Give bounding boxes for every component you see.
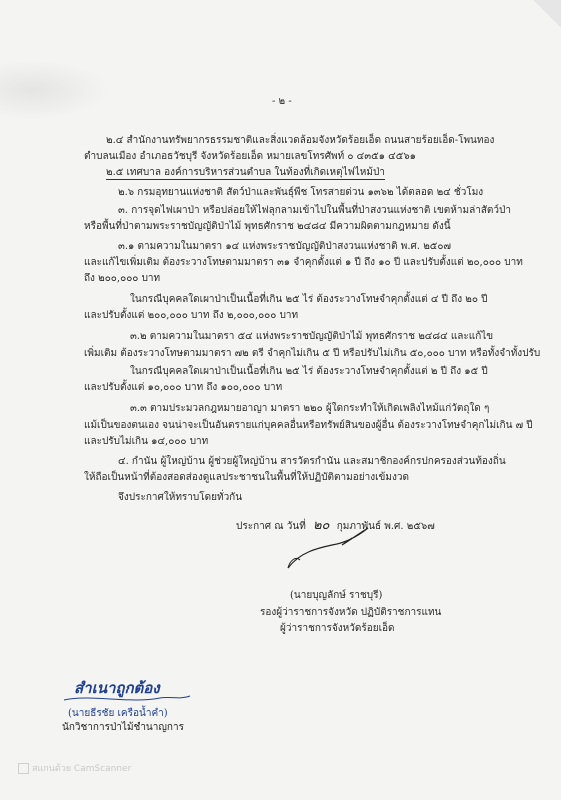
line-3-1-case: ในกรณีบุคคลใดเผาป่าเป็นเนื้อที่เกิน ๒๕ ไร่ ต้องระวางโทษจำคุกตั้งแต่ ๔ ปี ถึง ๒๐ ปี [130,294,488,305]
line-3-2-cont: เพิ่มเติม ต้องระวางโทษตามมาตรา ๗๒ ตรี จำคุกไม่เกิน ๕ ปี หรือปรับไม่เกิน ๕๐,๐๐๐ บาท หรือทั้งจำทั้งปรับ [84,348,541,359]
line-2-6: ๒.๖ กรมอุทยานแห่งชาติ สัตว์ป่าและพันธุ์พืช โทรสายด่วน ๑๓๖๒ ได้ตลอด ๒๔ ชั่วโมง [118,187,484,198]
line-2-4: ๒.๔ สำนักงานทรัพยากรธรรมชาติและสิ่งแวดล้อมจังหวัดร้อยเอ็ด ถนนสายร้อยเอ็ด-โพนทอง [106,135,495,146]
scanner-watermark [18,761,131,775]
announce-line: จึงประกาศให้ทราบโดยทั่วกัน [118,492,243,503]
line-3-1: ๓.๑ ตามความในมาตรา ๑๔ แห่งพระราชบัญญัติป่าสงวนแห่งชาติ พ.ศ. ๒๕๐๗ [118,241,451,252]
page-number: - ๒ - [272,96,292,107]
certified-copy-stamp: สำเนาถูกต้อง [74,679,160,697]
date-rest: กุมภาพันธ์ พ.ศ. ๒๕๖๗ [336,521,435,532]
line-3-1-cont: และแก้ไขเพิ่มเติม ต้องระวางโทษตามมาตรา ๓๑ จำคุกตั้งแต่ ๑ ปี ถึง ๑๐ ปี และปรับตั้งแต่ ๒๐,๐๐๐ บาท [84,257,523,268]
date-prefix: ประกาศ ณ วันที่ [236,521,306,532]
line-3-3-end: และปรับไม่เกิน ๑๔,๐๐๐ บาท [84,436,209,447]
camscanner-logo-icon [18,763,29,774]
signatory-name: (นายบุญลักษ์ ราชบุรี) [290,590,383,601]
date-day: ๒๐ [312,518,330,533]
line-4: ๔. กำนัน ผู้ใหญ่บ้าน ผู้ช่วยผู้ใหญ่บ้าน สารวัตรกำนัน และสมาชิกองค์กรปกครองส่วนท้องถิ่น [118,456,506,467]
line-3-2-case: ในกรณีบุคคลใดเผาป่าเป็นเนื้อที่เกิน ๒๕ ไร่ ต้องระวางโทษจำคุกตั้งแต่ ๒ ปี ถึง ๑๕ ปี [130,366,488,377]
line-3: ๓. การจุดไฟเผาป่า หรือปล่อยให้ไฟลุกลามเข้าไปในพื้นที่ป่าสงวนแห่งชาติ เขตห้ามล่าสัตว์ป่า [118,205,511,216]
approval-name: (นายธีรชัย เครือน้ำคำ) [68,708,168,719]
scan-smudge [0,60,110,120]
line-3-3: ๓.๓ ตามประมวลกฎหมายอาญา มาตรา ๒๒๐ ผู้ใดกระทำให้เกิดเพลิงไหม้แก่วัตถุใด ๆ [130,403,490,414]
line-3-3-cont: แม้เป็นของตนเอง จนน่าจะเป็นอันตรายแก่บุคคลอื่นหรือทรัพย์สินของผู้อื่น ต้องระวางโทษจำคุกไม่เกิน ๗ ปี [84,420,533,431]
signatory-title-1: รองผู้ว่าราชการจังหวัด ปฏิบัติราชการแทน [260,607,442,618]
line-4-cont: ให้ถือเป็นหน้าที่ต้องสอดส่องดูแลประชาชนในพื้นที่ให้ปฏิบัติตามอย่างเข้มงวด [84,472,409,483]
watermark-text: สแกนด้วย CamScanner [32,764,132,774]
line-2-5: ๒.๕ เทศบาล องค์การบริหารส่วนตำบล ในท้องที่เกิดเหตุไฟไหม้ป่า [106,167,385,178]
line-3-cont: หรือพื้นที่ป่าตามพระราชบัญญัติป่าไม้ พุทธศักราช ๒๔๘๔ มีความผิดตามกฎหมาย ดังนี้ [84,221,451,232]
line-3-1-end: ถึง ๒๐๐,๐๐๐ บาท [84,273,161,284]
line-3-2: ๓.๒ ตามความในมาตรา ๕๔ แห่งพระราชบัญญัติป่าไม้ พุทธศักราช ๒๔๘๔ และแก้ไข [130,331,494,342]
date-line [236,520,435,533]
line-3-2-case-cont: และปรับตั้งแต่ ๑๐,๐๐๐ บาท ถึง ๑๐๐,๐๐๐ บาท [84,382,283,393]
signatory-title-2: ผู้ว่าราชการจังหวัดร้อยเอ็ด [280,623,395,634]
line-3-1-case-cont: และปรับตั้งแต่ ๒๐๐,๐๐๐ บาท ถึง ๒,๐๐๐,๐๐๐ บาท [84,310,299,321]
line-2-4-cont: ตำบลนเมือง อำเภอธวัชบุรี จังหวัดร้อยเอ็ด หมายเลขโทรศัพท์ ๐ ๔๓๕๑ ๔๕๖๑ [84,151,417,162]
folded-corner [533,0,561,28]
approval-position: นักวิชาการป่าไม้ชำนาญการ [62,722,184,733]
